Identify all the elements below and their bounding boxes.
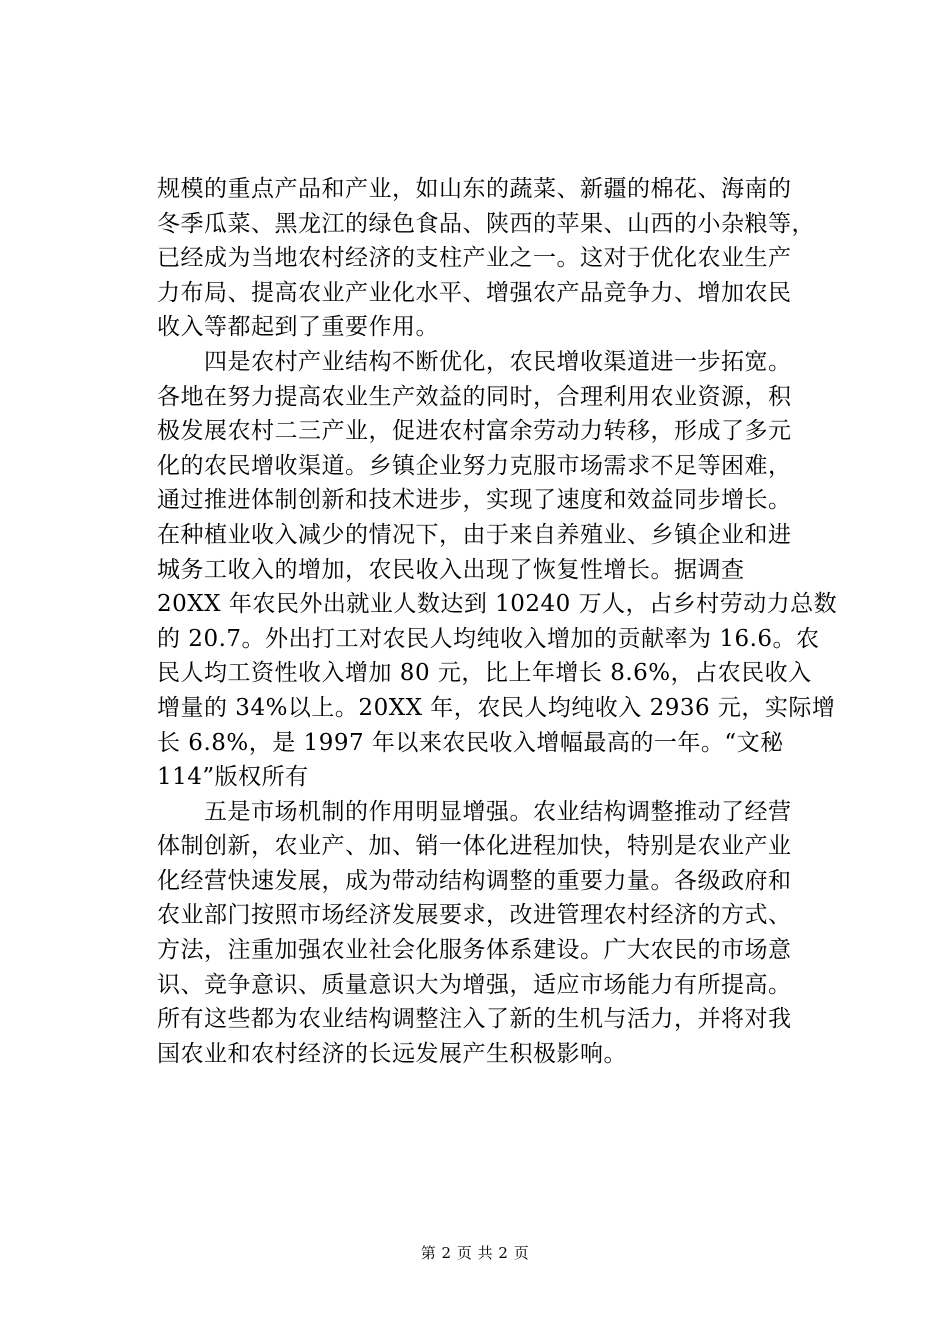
text-line: 收入等都起到了重要作用。 [157, 314, 439, 341]
text-line: 极发展农村二三产业，促进农村富余劳动力转移，形成了多元 [157, 418, 792, 445]
page-number-label: 第 2 页 共 2 页 [420, 1244, 530, 1262]
text-line: 通过推进体制创新和技术进步，实现了速度和效益同步增长。 [157, 487, 792, 514]
text-line: 识、竞争意识、质量意识大为增强，适应市场能力有所提高。 [157, 971, 792, 998]
text-line: 四是农村产业结构不断优化，农民增收渠道进一步拓宽。 [157, 348, 792, 375]
text-line: 农业部门按照市场经济发展要求，改进管理农村经济的方式、 [157, 902, 792, 929]
text-line: 体制创新，农业产、加、销一体化进程加快，特别是农业产业 [157, 833, 792, 860]
text-line: 力布局、提高农业产业化水平、增强农产品竞争力、增加农民 [157, 279, 792, 306]
text-line: 化经营快速发展，成为带动结构调整的重要力量。各级政府和 [157, 867, 792, 894]
text-line: 国农业和农村经济的长远发展产生积极影响。 [157, 1040, 627, 1067]
body-text [157, 172, 837, 1071]
text-line: 方法，注重加强农业社会化服务体系建设。广大农民的市场意 [157, 937, 792, 964]
text-line: 化的农民增收渠道。乡镇企业努力克服市场需求不足等困难， [157, 452, 792, 479]
text-line: 各地在努力提高农业生产效益的同时，合理利用农业资源，积 [157, 383, 792, 410]
text-line: 城务工收入的增加，农民收入出现了恢复性增长。据调查 [157, 556, 745, 583]
text-line: 20XX 年农民外出就业人数达到 10240 万人，占乡村劳动力总数 [157, 591, 838, 618]
text-line: 五是市场机制的作用明显增强。农业结构调整推动了经营 [157, 798, 792, 825]
text-line: 冬季瓜菜、黑龙江的绿色食品、陕西的苹果、山西的小杂粮等， [157, 210, 815, 237]
text-line: 规模的重点产品和产业，如山东的蔬菜、新疆的棉花、海南的 [157, 176, 792, 202]
text-line: 增量的 34%以上。20XX 年，农民人均纯收入 2936 元，实际增 [157, 694, 836, 721]
text-line: 已经成为当地农村经济的支柱产业之一。这对于优化农业生产 [157, 245, 792, 272]
text-line: 长 6.8%，是 1997 年以来农民收入增幅最高的一年。“文秘 [157, 729, 784, 756]
text-line: 在种植业收入减少的情况下，由于来自养殖业、乡镇企业和进 [157, 521, 792, 548]
text-line: 的 20.7。外出打工对农民人均纯收入增加的贡献率为 16.6。农 [157, 625, 820, 652]
text-line: 民人均工资性收入增加 80 元，比上年增长 8.6%，占农民收入 [157, 660, 812, 687]
text-line: 114”版权所有 [157, 764, 309, 791]
text-line: 所有这些都为农业结构调整注入了新的生机与活力，并将对我 [157, 1006, 792, 1033]
page-footer [0, 1242, 950, 1263]
